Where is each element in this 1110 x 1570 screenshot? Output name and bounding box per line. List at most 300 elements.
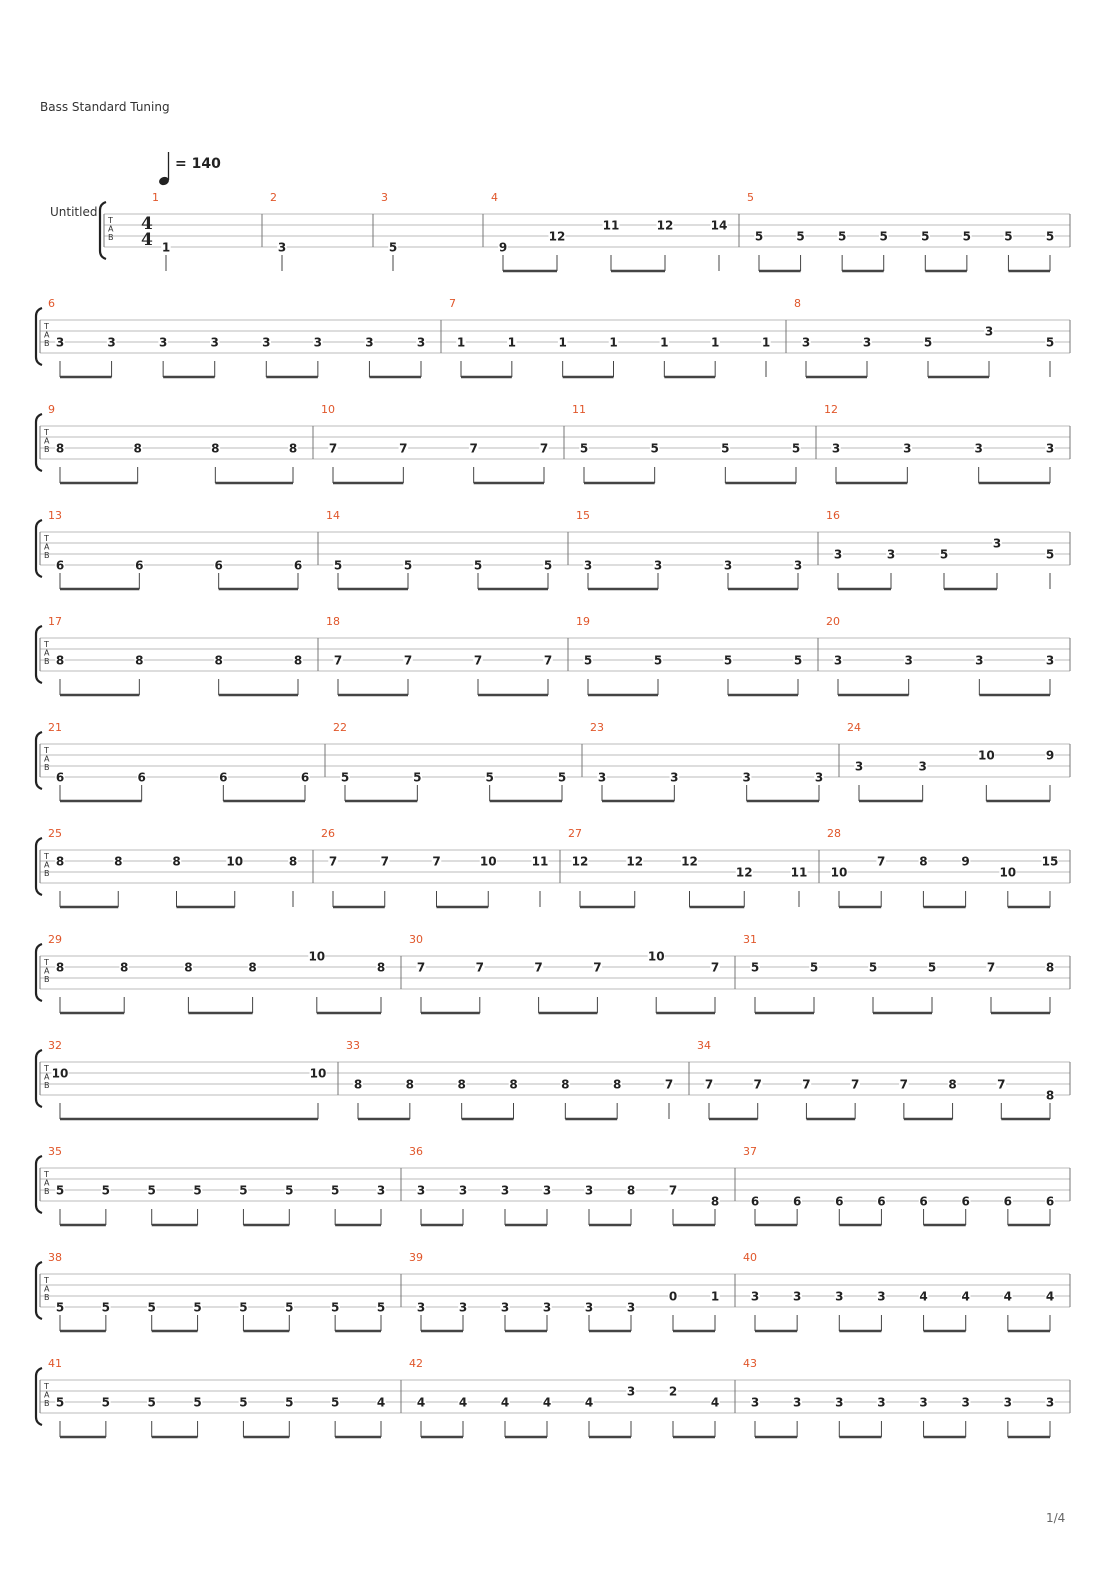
fret-number: 6 (919, 1194, 928, 1209)
tab-clef-letter: A (44, 542, 50, 552)
fret-number: 5 (147, 1395, 156, 1410)
tab-clef-letter: B (44, 445, 50, 454)
fret-number: 3 (653, 558, 663, 573)
fret-number: 8 (55, 854, 65, 869)
fret-number: 7 (710, 960, 720, 975)
measure-number: 43 (743, 1357, 757, 1370)
measure-number: 12 (824, 403, 838, 416)
tab-clef-letter: B (44, 1081, 50, 1090)
tab-clef-letter: A (44, 1072, 50, 1082)
fret-number: 5 (147, 1300, 156, 1315)
fret-number: 5 (583, 653, 593, 668)
fret-number: 6 (1003, 1194, 1013, 1209)
fret-number: 3 (792, 1395, 802, 1410)
fret-number: 5 (239, 1395, 248, 1410)
fret-number: 8 (1045, 1088, 1055, 1103)
time-signature-bottom: 4 (141, 230, 153, 250)
fret-number: 5 (485, 770, 494, 785)
fret-number: 3 (55, 335, 65, 350)
fret-number: 3 (835, 1289, 844, 1304)
fret-number: 3 (984, 324, 994, 339)
fret-number: 3 (626, 1300, 636, 1315)
system-bracket (36, 1368, 42, 1425)
fret-number: 1 (761, 335, 771, 350)
fret-number: 4 (458, 1395, 468, 1410)
fret-number: 3 (542, 1300, 552, 1315)
fret-number: 1 (161, 240, 171, 255)
measure-number: 10 (321, 403, 335, 416)
page-number: 1/4 (1046, 1511, 1066, 1525)
fret-number: 7 (328, 441, 338, 456)
fret-number: 3 (1045, 441, 1055, 456)
fret-number: 7 (403, 653, 413, 668)
fret-number: 5 (193, 1395, 202, 1410)
tab-clef-letter: T (44, 322, 49, 331)
fret-number: 5 (333, 558, 343, 573)
fret-number: 3 (862, 335, 872, 350)
measure-number: 38 (48, 1251, 62, 1264)
fret-number: 3 (1003, 1395, 1013, 1410)
fret-number: 3 (975, 653, 984, 668)
fret-number: 3 (877, 1395, 886, 1410)
tab-clef-letter: B (44, 1187, 50, 1196)
fret-number: 5 (55, 1395, 65, 1410)
fret-number: 7 (399, 441, 408, 456)
fret-number: 7 (534, 960, 543, 975)
fret-number: 4 (376, 1395, 386, 1410)
system-bracket (36, 732, 42, 789)
fret-number: 8 (214, 653, 223, 668)
tab-clef-letter: T (44, 746, 49, 755)
tab-clef-letter: T (44, 852, 49, 861)
measure-number: 39 (409, 1251, 423, 1264)
fret-number: 3 (886, 547, 896, 562)
fret-number: 3 (313, 335, 323, 350)
fret-number: 9 (1045, 748, 1055, 763)
tuning-label: Bass Standard Tuning (40, 100, 170, 114)
fret-number: 7 (802, 1077, 811, 1092)
fret-number: 4 (500, 1395, 510, 1410)
fret-number: 8 (133, 441, 142, 456)
fret-number: 5 (101, 1395, 111, 1410)
fret-number: 6 (961, 1194, 970, 1209)
fret-number: 3 (877, 1289, 886, 1304)
fret-number: 3 (500, 1300, 510, 1315)
fret-number: 15 (1041, 854, 1059, 869)
tab-clef-letter: A (44, 436, 50, 446)
tab-clef-letter: A (44, 1178, 50, 1188)
fret-number: 5 (921, 229, 930, 244)
tab-clef-letter: B (44, 869, 50, 878)
measure-number: 24 (847, 721, 861, 734)
fret-number: 8 (353, 1077, 363, 1092)
fret-number: 10 (977, 748, 995, 763)
fret-number: 14 (710, 218, 728, 233)
fret-number: 1 (710, 1289, 720, 1304)
fret-number: 8 (919, 854, 928, 869)
fret-number: 3 (903, 441, 912, 456)
fret-number: 3 (833, 547, 843, 562)
fret-number: 3 (626, 1384, 636, 1399)
fret-number: 5 (723, 653, 733, 668)
fret-number: 3 (1045, 653, 1055, 668)
fret-number: 5 (1045, 229, 1055, 244)
system-bracket (36, 838, 42, 895)
fret-number: 3 (458, 1183, 468, 1198)
fret-number: 7 (986, 960, 996, 975)
track-name: Untitled (50, 205, 98, 219)
fret-number: 10 (51, 1066, 69, 1081)
fret-number: 5 (239, 1183, 248, 1198)
fret-number: 5 (285, 1395, 294, 1410)
measure-number: 9 (48, 403, 55, 416)
fret-number: 5 (55, 1183, 65, 1198)
fret-number: 6 (300, 770, 310, 785)
fret-number: 5 (796, 229, 805, 244)
tab-clef-letter: B (44, 1293, 50, 1302)
fret-number: 3 (365, 335, 374, 350)
fret-number: 7 (704, 1077, 714, 1092)
fret-number: 8 (293, 653, 303, 668)
fret-number: 5 (330, 1183, 340, 1198)
fret-number: 3 (107, 335, 116, 350)
fret-number: 1 (710, 335, 720, 350)
fret-number: 10 (830, 865, 848, 880)
fret-number: 5 (793, 653, 803, 668)
fret-number: 3 (833, 653, 843, 668)
fret-number: 1 (609, 335, 618, 350)
fret-number: 8 (626, 1183, 636, 1198)
fret-number: 5 (927, 960, 937, 975)
fret-number: 5 (754, 229, 764, 244)
fret-number: 5 (557, 770, 567, 785)
fret-number: 5 (413, 770, 422, 785)
fret-number: 11 (531, 854, 549, 869)
fret-number: 5 (791, 441, 801, 456)
fret-number: 3 (597, 770, 607, 785)
fret-number: 3 (158, 335, 168, 350)
fret-number: 3 (416, 1300, 426, 1315)
measure-number: 22 (333, 721, 347, 734)
measure-number: 27 (568, 827, 582, 840)
measure-number: 29 (48, 933, 62, 946)
fret-number: 5 (376, 1300, 386, 1315)
fret-number: 10 (647, 949, 665, 964)
fret-number: 4 (961, 1289, 970, 1304)
measure-number: 21 (48, 721, 62, 734)
fret-number: 6 (55, 770, 65, 785)
tab-clef-letter: B (44, 657, 50, 666)
tab-clef-letter: A (108, 224, 114, 234)
fret-number: 5 (1045, 547, 1055, 562)
measure-number: 30 (409, 933, 423, 946)
fret-number: 8 (457, 1077, 466, 1092)
fret-number: 8 (135, 653, 144, 668)
system-bracket (36, 944, 42, 1001)
measure-number: 36 (409, 1145, 423, 1158)
fret-number: 8 (288, 854, 298, 869)
fret-number: 8 (211, 441, 220, 456)
fret-number: 5 (340, 770, 350, 785)
fret-number: 4 (1003, 1289, 1013, 1304)
fret-number: 3 (458, 1300, 468, 1315)
measure-number: 32 (48, 1039, 62, 1052)
fret-number: 5 (939, 547, 949, 562)
fret-number: 10 (226, 854, 244, 869)
measure-number: 6 (48, 297, 55, 310)
fret-number: 5 (653, 653, 663, 668)
fret-number: 6 (135, 558, 144, 573)
fret-number: 5 (101, 1183, 111, 1198)
tab-clef-letter: B (44, 339, 50, 348)
fret-number: 12 (548, 229, 566, 244)
fret-number: 4 (710, 1395, 720, 1410)
fret-number: 3 (742, 770, 751, 785)
tab-clef-letter: T (44, 1170, 49, 1179)
fret-number: 5 (809, 960, 819, 975)
fret-number: 5 (193, 1183, 202, 1198)
tab-clef-letter: A (44, 330, 50, 340)
system-bracket (100, 202, 106, 259)
tab-clef-letter: T (44, 640, 49, 649)
measure-number: 2 (270, 191, 277, 204)
system-bracket (36, 1262, 42, 1319)
fret-number: 12 (681, 854, 698, 869)
measure-number: 25 (48, 827, 62, 840)
fret-number: 5 (543, 558, 553, 573)
fret-number: 7 (850, 1077, 860, 1092)
fret-number: 8 (948, 1077, 957, 1092)
measure-number: 4 (491, 191, 498, 204)
fret-number: 5 (879, 229, 888, 244)
fret-number: 7 (469, 441, 478, 456)
fret-number: 3 (723, 558, 733, 573)
fret-number: 12 (571, 854, 589, 869)
fret-number: 5 (923, 335, 933, 350)
fret-number: 8 (55, 960, 65, 975)
tab-clef-letter: A (44, 648, 50, 658)
fret-number: 5 (403, 558, 413, 573)
fret-number: 8 (120, 960, 129, 975)
time-signature-top: 4 (141, 214, 153, 234)
tab-clef-letter: A (44, 860, 50, 870)
fret-number: 6 (877, 1194, 886, 1209)
fret-number: 3 (793, 558, 803, 573)
fret-number: 3 (376, 1183, 386, 1198)
tab-clef-letter: T (44, 428, 49, 437)
fret-number: 3 (1045, 1395, 1055, 1410)
measure-number: 18 (326, 615, 340, 628)
fret-number: 3 (750, 1289, 760, 1304)
fret-number: 4 (919, 1289, 928, 1304)
tab-clef-letter: B (44, 975, 50, 984)
measure-number: 1 (152, 191, 159, 204)
fret-number: 6 (750, 1194, 760, 1209)
fret-number: 8 (184, 960, 193, 975)
fret-number: 1 (660, 335, 669, 350)
measure-number: 19 (576, 615, 590, 628)
fret-number: 3 (584, 1300, 594, 1315)
fret-number: 7 (475, 960, 484, 975)
fret-number: 10 (308, 949, 326, 964)
tab-clef-letter: A (44, 1390, 50, 1400)
fret-number: 5 (147, 1183, 156, 1198)
system-bracket (36, 520, 42, 577)
fret-number: 6 (137, 770, 146, 785)
measure-number: 28 (827, 827, 841, 840)
fret-number: 5 (330, 1300, 340, 1315)
fret-number: 7 (380, 854, 389, 869)
fret-number: 7 (416, 960, 426, 975)
fret-number: 8 (55, 441, 65, 456)
fret-number: 10 (309, 1066, 327, 1081)
fret-number: 1 (558, 335, 567, 350)
tab-clef-letter: B (44, 551, 50, 560)
fret-number: 3 (992, 536, 1002, 551)
tab-clef-letter: B (44, 1399, 50, 1408)
fret-number: 10 (999, 865, 1017, 880)
fret-number: 3 (919, 1395, 928, 1410)
fret-number: 6 (55, 558, 65, 573)
measure-number: 42 (409, 1357, 423, 1370)
fret-number: 9 (961, 854, 970, 869)
fret-number: 5 (1004, 229, 1013, 244)
fret-number: 3 (904, 653, 913, 668)
system-bracket (36, 626, 42, 683)
tab-clef-letter: A (44, 1284, 50, 1294)
fret-number: 3 (801, 335, 811, 350)
fret-number: 8 (376, 960, 386, 975)
tab-clef-letter: T (44, 1276, 49, 1285)
measure-number: 14 (326, 509, 340, 522)
fret-number: 11 (602, 218, 620, 233)
measure-number: 17 (48, 615, 62, 628)
fret-number: 3 (961, 1395, 970, 1410)
tempo-marking: = 140 (175, 156, 221, 172)
fret-number: 12 (656, 218, 674, 233)
fret-number: 5 (473, 558, 483, 573)
measure-number: 26 (321, 827, 335, 840)
fret-number: 4 (1045, 1289, 1055, 1304)
measure-number: 15 (576, 509, 590, 522)
tab-clef-letter: T (108, 216, 113, 225)
tab-clef-letter: B (44, 763, 50, 772)
fret-number: 5 (285, 1300, 294, 1315)
fret-number: 5 (239, 1300, 248, 1315)
measure-number: 40 (743, 1251, 757, 1264)
fret-number: 12 (735, 865, 753, 880)
system-bracket (36, 1050, 42, 1107)
fret-number: 7 (539, 441, 549, 456)
measure-number: 37 (743, 1145, 757, 1158)
fret-number: 3 (974, 441, 983, 456)
system-bracket (36, 414, 42, 471)
fret-number: 8 (114, 854, 123, 869)
fret-number: 3 (416, 1183, 426, 1198)
fret-number: 7 (328, 854, 338, 869)
measure-number: 23 (590, 721, 604, 734)
fret-number: 7 (333, 653, 343, 668)
fret-number: 10 (479, 854, 497, 869)
fret-number: 6 (792, 1194, 802, 1209)
fret-number: 2 (668, 1384, 678, 1399)
fret-number: 5 (868, 960, 878, 975)
fret-number: 5 (101, 1300, 111, 1315)
fret-number: 8 (509, 1077, 518, 1092)
fret-number: 5 (579, 441, 589, 456)
measure-number: 41 (48, 1357, 62, 1370)
tab-clef-letter: T (44, 1382, 49, 1391)
fret-number: 5 (750, 960, 760, 975)
fret-number: 8 (172, 854, 181, 869)
fret-number: 4 (584, 1395, 594, 1410)
fret-number: 8 (288, 441, 298, 456)
tab-clef-letter: T (44, 1064, 49, 1073)
fret-number: 7 (668, 1183, 678, 1198)
fret-number: 3 (583, 558, 593, 573)
fret-number: 8 (55, 653, 65, 668)
fret-number: 3 (792, 1289, 802, 1304)
fret-number: 8 (561, 1077, 570, 1092)
fret-number: 6 (835, 1194, 844, 1209)
measure-number: 34 (697, 1039, 711, 1052)
fret-number: 5 (285, 1183, 294, 1198)
fret-number: 7 (593, 960, 602, 975)
tab-clef-letter: T (44, 534, 49, 543)
measure-number: 35 (48, 1145, 62, 1158)
fret-number: 5 (388, 240, 398, 255)
fret-number: 8 (248, 960, 257, 975)
fret-number: 7 (997, 1077, 1006, 1092)
fret-number: 3 (670, 770, 679, 785)
fret-number: 3 (210, 335, 219, 350)
fret-number: 1 (456, 335, 466, 350)
fret-number: 11 (790, 865, 808, 880)
fret-number: 0 (668, 1289, 678, 1304)
measure-number: 3 (381, 191, 388, 204)
fret-number: 1 (507, 335, 517, 350)
fret-number: 7 (664, 1077, 674, 1092)
fret-number: 6 (219, 770, 228, 785)
fret-number: 8 (710, 1194, 720, 1209)
measure-number: 31 (743, 933, 757, 946)
fret-number: 5 (650, 441, 659, 456)
measure-number: 16 (826, 509, 840, 522)
tab-clef-letter: B (108, 233, 114, 242)
fret-number: 3 (500, 1183, 510, 1198)
fret-number: 5 (721, 441, 730, 456)
fret-number: 12 (626, 854, 644, 869)
fret-number: 3 (584, 1183, 594, 1198)
fret-number: 3 (542, 1183, 552, 1198)
fret-number: 5 (837, 229, 847, 244)
fret-number: 7 (432, 854, 441, 869)
fret-number: 5 (330, 1395, 340, 1410)
fret-number: 3 (854, 759, 864, 774)
fret-number: 7 (473, 653, 483, 668)
fret-number: 7 (877, 854, 886, 869)
fret-number: 5 (193, 1300, 202, 1315)
fret-number: 5 (962, 229, 972, 244)
fret-number: 8 (1045, 960, 1055, 975)
measure-number: 5 (747, 191, 754, 204)
fret-number: 6 (1045, 1194, 1055, 1209)
fret-number: 3 (262, 335, 271, 350)
fret-number: 3 (814, 770, 824, 785)
fret-number: 3 (750, 1395, 760, 1410)
fret-number: 3 (416, 335, 426, 350)
fret-number: 9 (498, 240, 508, 255)
